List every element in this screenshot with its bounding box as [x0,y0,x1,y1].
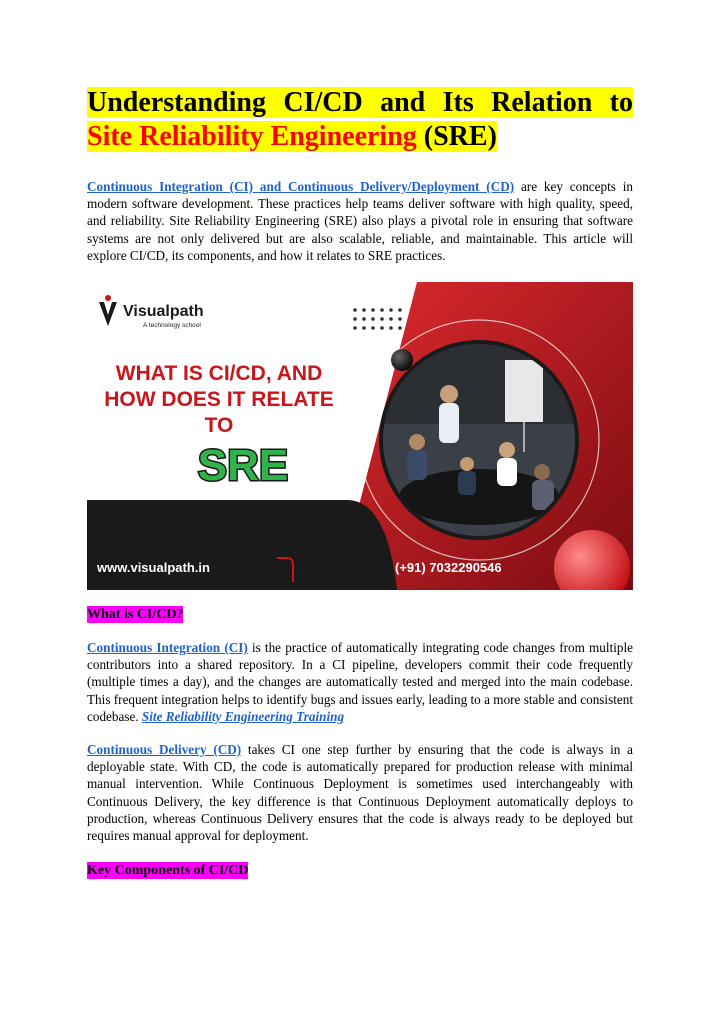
ci-text: is the practice of automatically integrating code changes from multiple contributors into a shared repository. In a CI pipeline, developers commit their code frequently (multiple times a day), and the changes are automatically tested and merged into the main codebase. This frequent integration helps to identify bugs and issues early, leading to a more stable and consistent codebase. [87,640,633,724]
dark-footer-shape [87,500,397,590]
intro-text: are key concepts in modern software development. These practices help teams deliver software with high quality, speed, and reliability. Site Reliability Engineering (SRE) also plays a pivotal role in ensuring that software systems are not only delivered but are also scalable, reliable, and maintainable. This article will explore CI/CD, its components, and how it relates to SRE practices. [87,179,633,263]
cd-paragraph [87,741,633,844]
intro-link[interactable]: Continuous Integration (CI) and Continuous Delivery/Deployment (CD) [87,179,515,194]
section-heading-what-is-cicd: What is CI/CD? [87,607,184,623]
title-text: Understanding CI/CD and Its Relation to [87,87,633,118]
banner-headline-3: TO [204,414,234,438]
title-highlight-red: Site Reliability Engineering [87,121,417,152]
banner-phone: (+91) 7032290546 [395,560,502,576]
banner-sre: SRE [197,441,289,491]
title-suffix: (SRE) [416,121,497,152]
cd-link[interactable]: Continuous Delivery (CD) [87,742,242,758]
banner-image [87,282,633,590]
sre-training-link[interactable]: Site Reliability Engineering Training [141,708,345,724]
meeting-photo [383,344,575,536]
brand-name: Visualpath [123,303,204,321]
banner-website: www.visualpath.in [97,560,210,576]
ci-link[interactable]: Continuous Integration (CI) [87,640,248,656]
brand-tagline: A technology school [143,322,201,330]
banner-headline-2: HOW DOES IT RELATE [104,388,334,412]
black-ball-decor [391,349,413,371]
dots-decor [353,308,402,330]
cd-text: takes CI one step further by ensuring that the code is always in a deployable state. With CD, the code is automatically prepared for production release with minimal manual intervention. While Continuous Deployment is sometimes used interchangeably with Continuous Delivery, the key difference is that Continuous Deployment automatically deploys to production, whereas Continuous Delivery ensures that the code is always ready to be deployed but requires manual approval for deployment. [87,742,634,844]
page-title [87,86,633,154]
section-heading-key-components: Key Components of CI/CD [87,863,249,879]
ci-paragraph [87,639,633,725]
intro-paragraph [87,178,633,264]
visualpath-logo [99,295,204,329]
banner-graphic [87,282,633,590]
document-page [87,86,633,879]
banner-headline-1: WHAT IS CI/CD, AND [115,362,323,386]
